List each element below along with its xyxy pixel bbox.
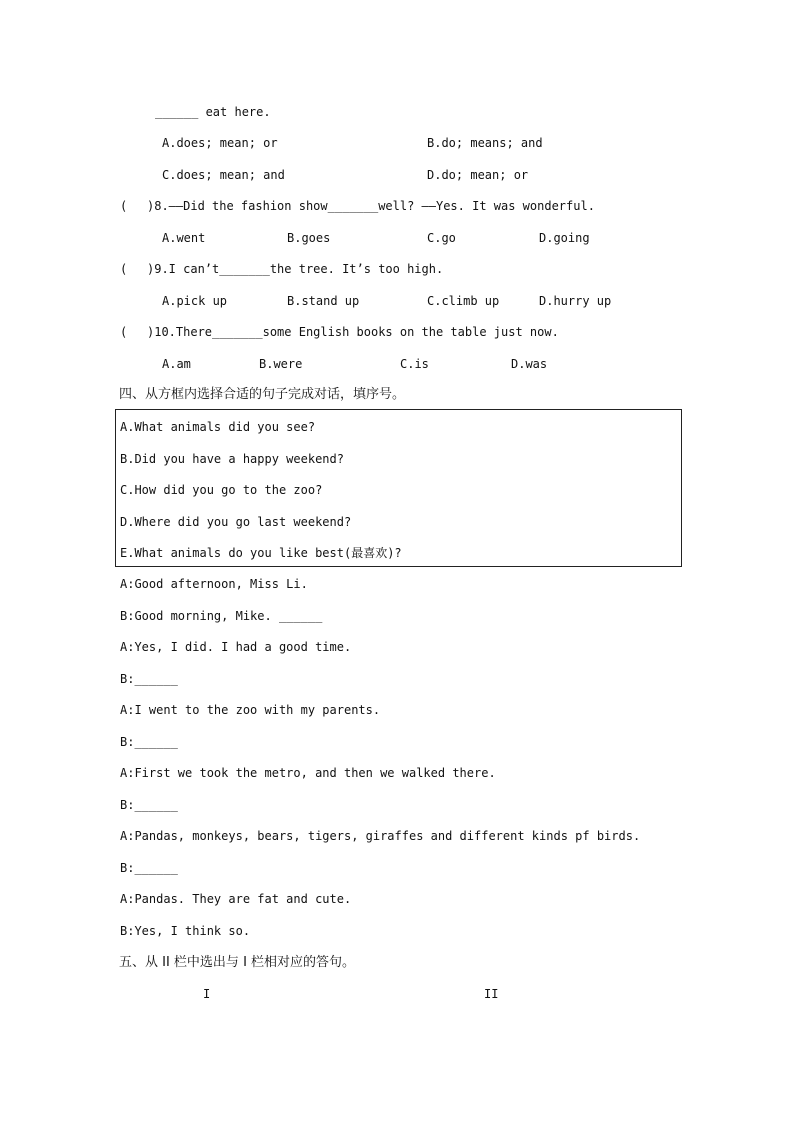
dialogue-line: B:Good morning, Mike. ______ xyxy=(120,609,323,623)
dialogue-line: A:Good afternoon, Miss Li. xyxy=(120,577,308,591)
q7-option-b: B.do; means; and xyxy=(427,136,543,150)
q9-option-a: A.pick up xyxy=(162,294,228,308)
box-item-e: E.What animals do you like best(最喜欢)? xyxy=(120,546,402,560)
q10-question: )10.There_______some English books on the table just now. xyxy=(147,325,559,339)
q9-bracket: ( xyxy=(120,262,128,276)
dialogue-line: B:______ xyxy=(120,672,178,686)
dialogue-line: A:First we took the metro, and then we walked there. xyxy=(120,766,496,780)
q10-option-a: A.am xyxy=(162,357,191,371)
box-item-b: B.Did you have a happy weekend? xyxy=(120,452,344,466)
dialogue-line: A:Yes, I did. I had a good time. xyxy=(120,640,352,654)
q8-question: )8.——Did the fashion show_______well? ——Yes. It was wonderful. xyxy=(147,199,595,213)
box-item-d: D.Where did you go last weekend? xyxy=(120,515,352,529)
q10-option-d: D.was xyxy=(511,357,548,371)
box-item-c: C.How did you go to the zoo? xyxy=(120,483,323,497)
box-item-a: A.What animals did you see? xyxy=(120,420,316,434)
q7-option-c: C.does; mean; and xyxy=(162,168,285,182)
dialogue-line: A:I went to the zoo with my parents. xyxy=(120,703,381,717)
q10-option-b: B.were xyxy=(259,357,303,371)
q7-option-d: D.do; mean; or xyxy=(427,168,529,182)
q7-tail-text: ______ eat here. xyxy=(155,105,271,119)
dialogue-line: A:Pandas. They are fat and cute. xyxy=(120,892,352,906)
column-header-ii: II xyxy=(484,987,499,1001)
dialogue-line: A:Pandas, monkeys, bears, tigers, giraffes and different kinds pf birds. xyxy=(120,829,641,843)
q8-bracket: ( xyxy=(120,199,128,213)
q8-option-b: B.goes xyxy=(287,231,331,245)
q8-option-a: A.went xyxy=(162,231,206,245)
q9-option-c: C.climb up xyxy=(427,294,500,308)
q10-bracket: ( xyxy=(120,325,128,339)
dialogue-line: B:______ xyxy=(120,798,178,812)
q8-option-d: D.going xyxy=(539,231,590,245)
column-header-i: I xyxy=(203,987,211,1001)
section4-title: 四、从方框内选择合适的句子完成对话，填序号。 xyxy=(119,387,406,402)
q9-question: )9.I can’t_______the tree. It’s too high. xyxy=(147,262,444,276)
q10-option-c: C.is xyxy=(400,357,429,371)
q9-option-b: B.stand up xyxy=(287,294,360,308)
q7-option-a: A.does; mean; or xyxy=(162,136,278,150)
dialogue-line: B:Yes, I think so. xyxy=(120,924,251,938)
dialogue-line: B:______ xyxy=(120,735,178,749)
q8-option-c: C.go xyxy=(427,231,456,245)
section5-title: 五、从 II 栏中选出与 I 栏相对应的答句。 xyxy=(119,955,356,970)
q9-option-d: D.hurry up xyxy=(539,294,612,308)
dialogue-line: B:______ xyxy=(120,861,178,875)
